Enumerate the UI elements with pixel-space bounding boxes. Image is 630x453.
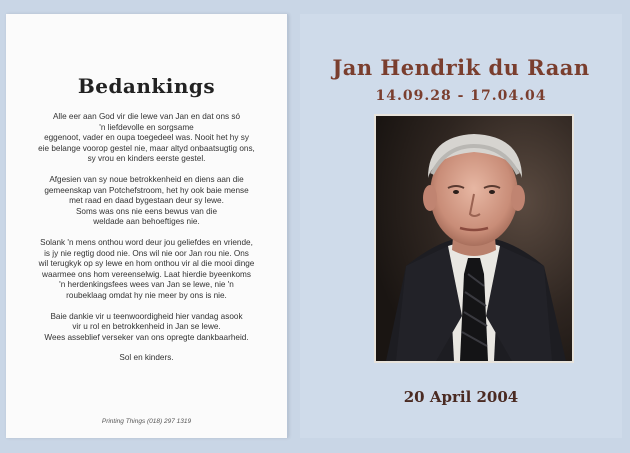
bedankings-title: Bedankings [77,74,216,98]
signature-line: Sol en kinders. [119,353,174,363]
cover-page [300,14,622,438]
funeral-date: 20 April 2004 [403,388,519,406]
portrait-photo [374,114,574,363]
thank-you-text [18,112,275,374]
thank-you-page [6,14,288,438]
printer-credit: Printing Things (018) 297 1319 [101,418,192,425]
deceased-name: Jan Hendrik du Raan [332,55,590,80]
paragraph-community: Afgesien van sy noue betrokkenheid en diens aan die gemeenskap van Potchefstroom, het hy ook baie mense met raad en daad bygestaan deur sy lewe. Soms was ons nie eens bewus van die weldade aan behoeftiges nie. [44,174,249,227]
paragraph-remembrance: Solank 'n mens onthou word deur jou geliefdes en vriende, is jy nie regtig dood nie. Ons wil nie oor Jan rou nie. Ons wil terugkyk op sy lewe en hom onthou vir al die mooi dinge waarmee ons hom vereenselwig. Laat hierdie byeenkoms 'n herdenkingsfees wees van Jan se lewe, nie 'n roubeklaag omdat hy nie meer by ons is nie. [38,237,255,300]
portrait-illustration [376,116,572,361]
paragraph-tribute: Alle eer aan God vir die lewe van Jan en dat ons só 'n liefdevolle en sorgsame eggenoot, vader en oupa toegedeel was. Nooit het hy sy eie belange voorop gestel nie, maar altyd onbaatsugtig ons, sy vrou en kinders eerste gestel. [38,112,255,164]
paragraph-thanks: Baie dankie vir u teenwoordigheid hier vandag asook vir u rol en betrokkenheid in Jan se lewe. Wees asseblief verseker van ons opregte dankbaarheid. [44,311,249,342]
life-dates: 14.09.28 - 17.04.04 [375,88,547,104]
